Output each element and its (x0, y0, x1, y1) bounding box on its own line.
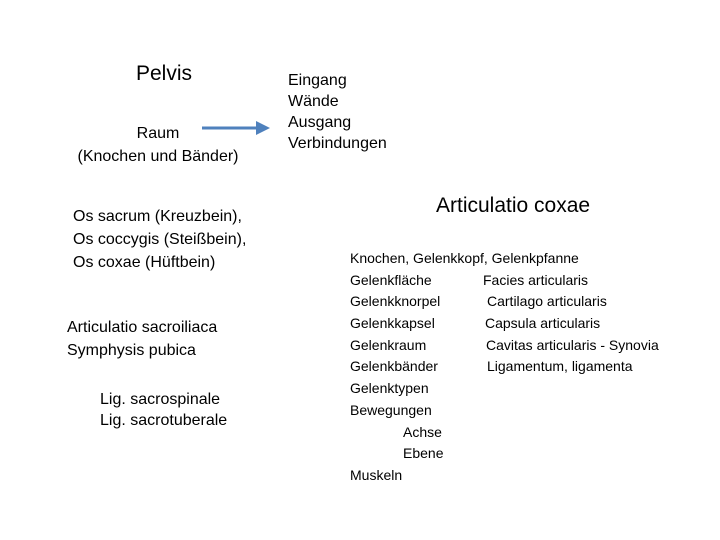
coxae-term: Ebene (403, 445, 444, 462)
joint-item: Symphysis pubica (67, 342, 196, 359)
coxae-latin: Cavitas articularis - Synovia (486, 336, 659, 353)
raum-line: (Knochen und Bänder) (77, 148, 239, 165)
coxae-term: Gelenkfläche (350, 271, 432, 288)
bone-item: Os coxae (Hüftbein) (73, 254, 216, 271)
coxae-latin: Cartilago articularis (487, 293, 607, 310)
ligament-item: Lig. sacrotuberale (100, 412, 228, 429)
coxae-term: Achse (403, 423, 442, 440)
ligament-item: Lig. sacrospinale (100, 391, 221, 408)
bones-list (73, 205, 246, 274)
coxae-term: Gelenkraum (350, 336, 427, 353)
bone-item: Os coccygis (Steißbein), (73, 231, 247, 248)
coxae-term: Gelenkbänder (350, 358, 438, 375)
coxae-latin: Ligamentum, ligamenta (487, 358, 633, 375)
ligaments-list (100, 389, 227, 431)
joints-list (67, 316, 217, 362)
aspect-item: Eingang (288, 72, 347, 89)
pelvis-title: Pelvis (136, 62, 193, 85)
bone-item: Os sacrum (Kreuzbein), (73, 208, 242, 225)
coxae-term: Gelenktypen (350, 380, 429, 397)
coxae-term: Muskeln (350, 466, 403, 483)
raum-line: Raum (136, 125, 180, 142)
pelvis-aspects-list (288, 70, 387, 154)
coxae-title: Articulatio coxae (436, 194, 591, 217)
coxae-term: Gelenkknorpel (350, 293, 441, 310)
coxae-term: Knochen, Gelenkkopf, Gelenkpfanne (350, 250, 579, 266)
coxae-term: Gelenkkapsel (350, 315, 435, 332)
coxae-term: Bewegungen (350, 401, 432, 418)
joint-item: Articulatio sacroiliaca (67, 319, 218, 336)
arrow-right-icon (202, 118, 272, 138)
coxae-latin: Capsula articularis (485, 315, 601, 332)
aspect-item: Verbindungen (288, 135, 387, 152)
aspect-item: Wände (288, 93, 339, 110)
aspect-item: Ausgang (288, 114, 352, 131)
coxae-latin: Facies articularis (483, 271, 589, 288)
